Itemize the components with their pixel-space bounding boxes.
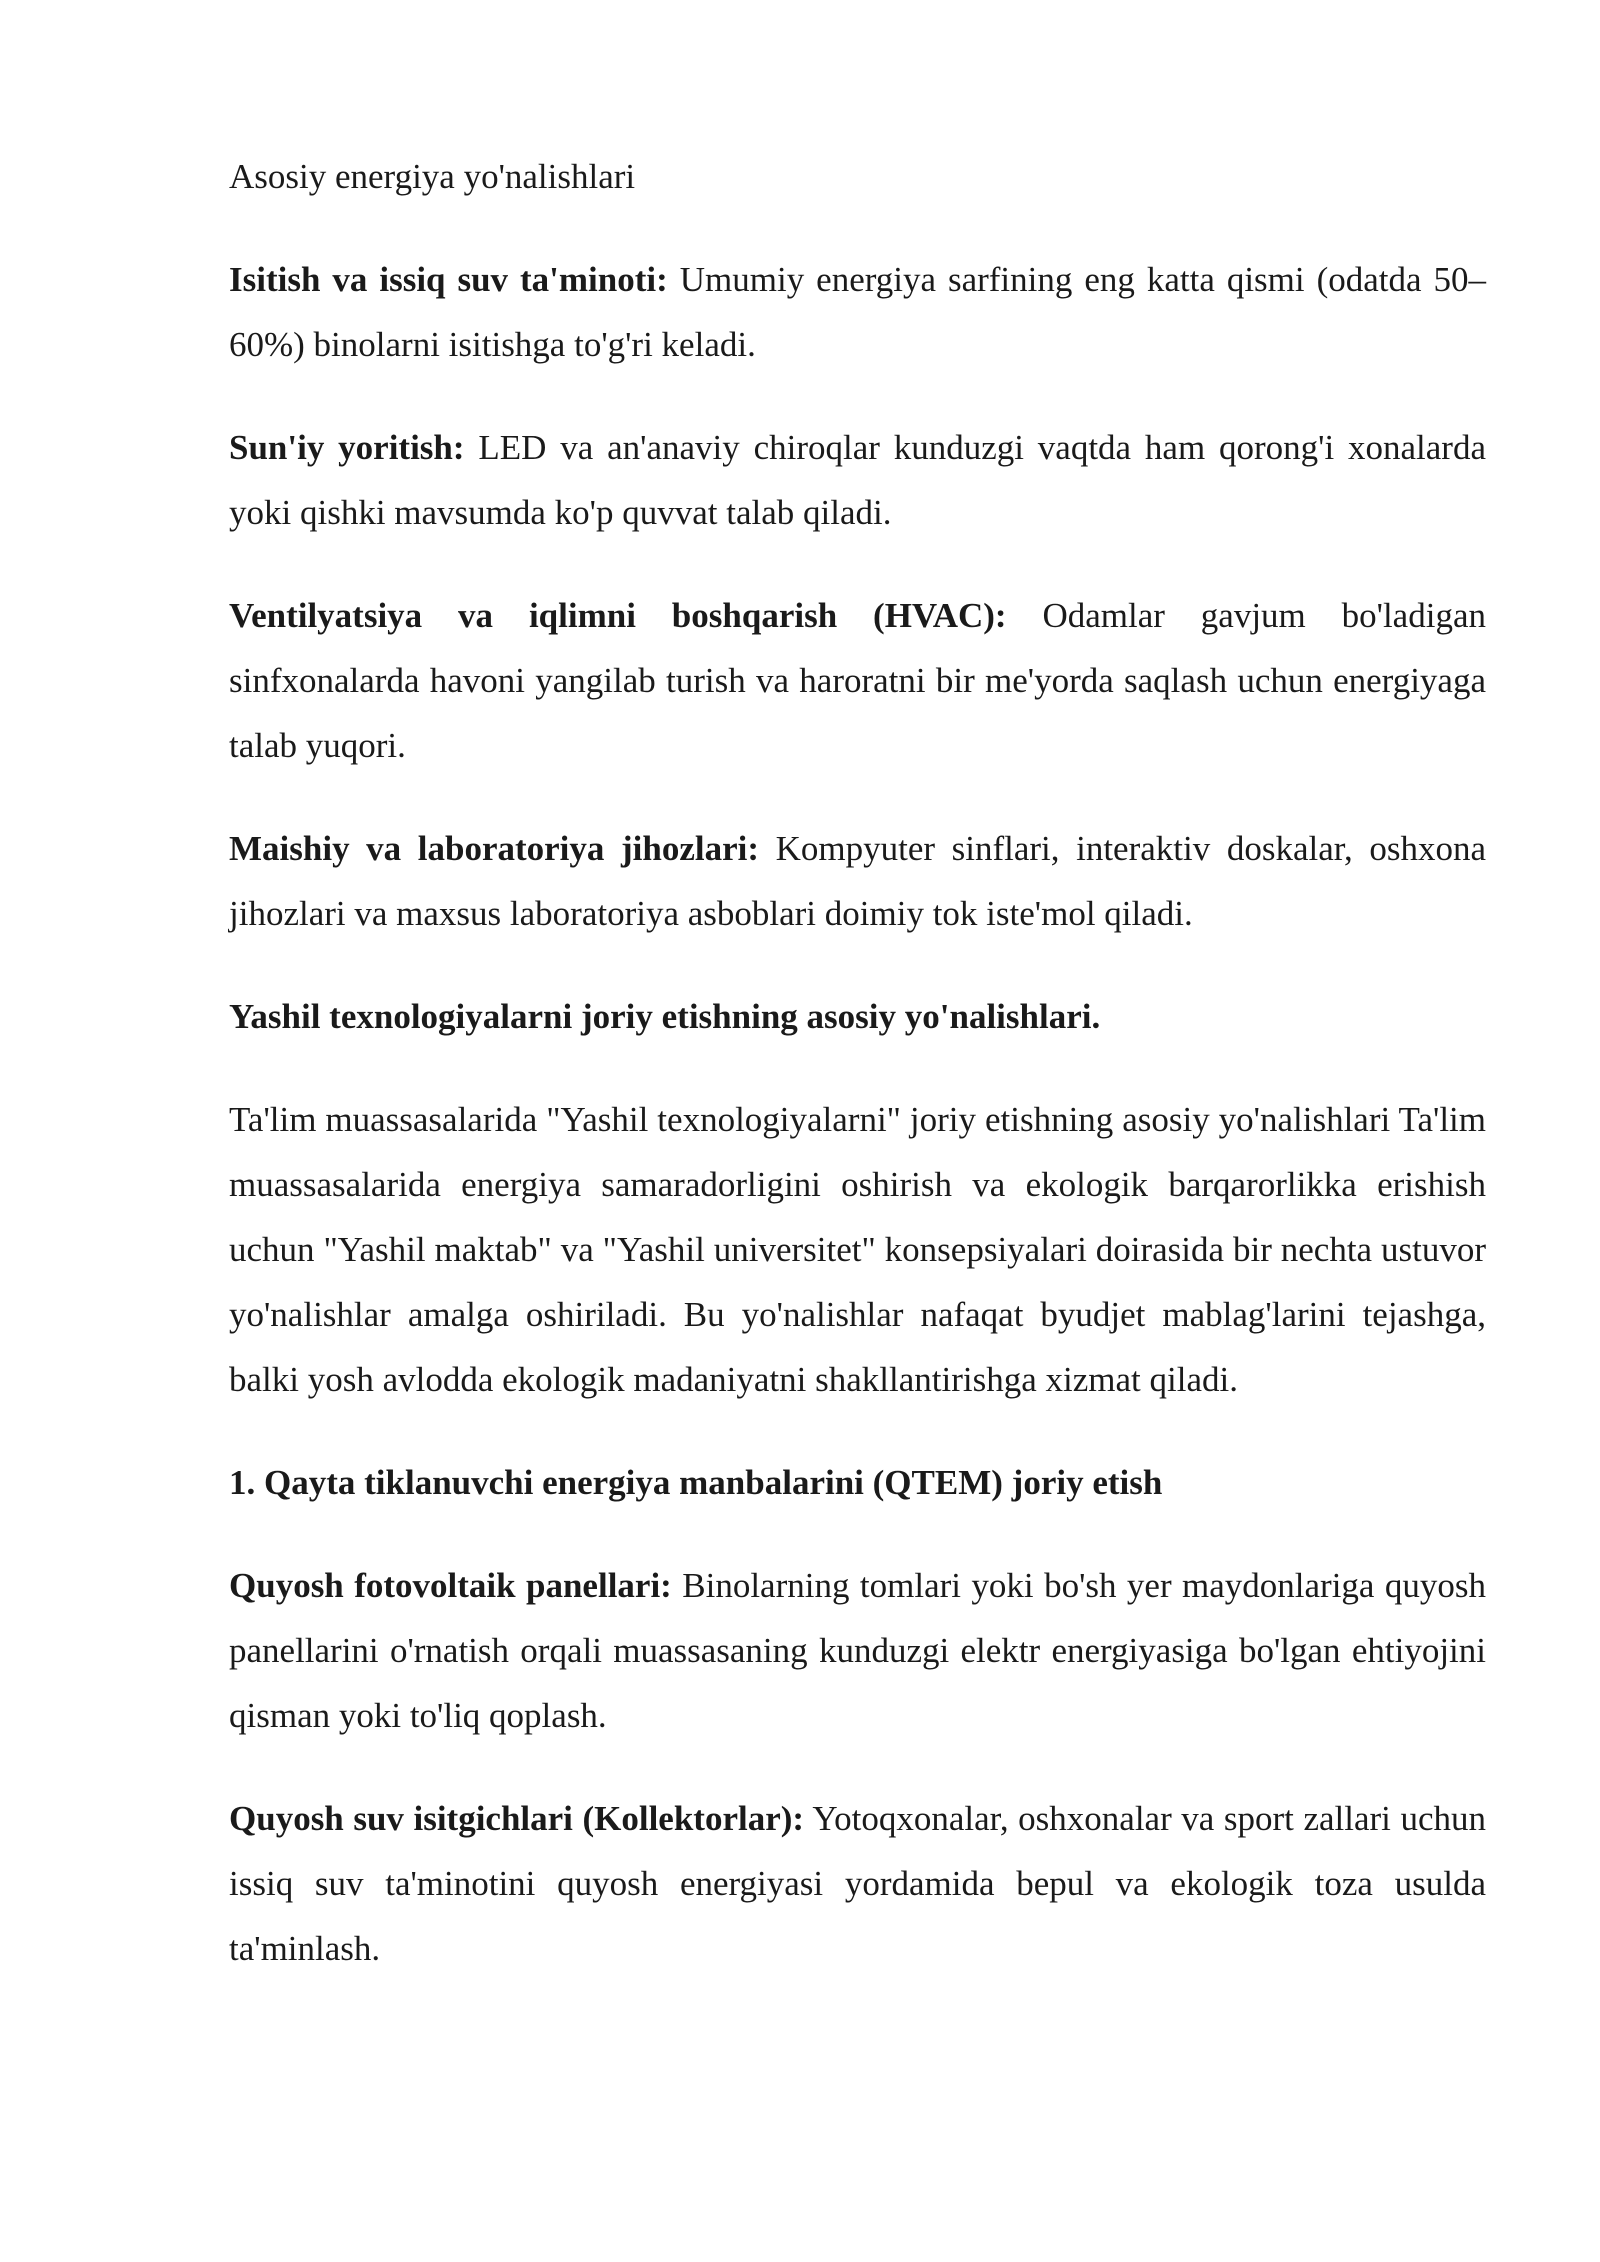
paragraph-label: Sun'iy yoritish: <box>229 428 465 467</box>
paragraph-text: Umumiy energiya sarfining eng katta qismi (odatda 50–60%) binolarni isitishga to'g'ri keladi. <box>229 260 1486 364</box>
item-solar-collectors <box>229 1786 1486 1981</box>
paragraph-text: Kompyuter sinflari, interaktiv doskalar, oshxona jihozlari va maxsus laboratoriya asboblari doimiy tok iste'mol qiladi. <box>229 829 1486 933</box>
paragraph-lighting <box>229 415 1486 545</box>
section-heading: Yashil texnologiyalarni joriy etishning asosiy yo'nalishlari. <box>229 997 1101 1036</box>
item-label: Quyosh fotovoltaik panellari: <box>229 1566 672 1605</box>
item-label: Quyosh suv isitgichlari (Kollektorlar): <box>229 1799 805 1838</box>
intro-paragraph <box>229 1087 1486 1412</box>
subheading: 1. Qayta tiklanuvchi energiya manbalarini (QTEM) joriy etish <box>229 1463 1163 1502</box>
paragraph-label: Maishiy va laboratoriya jihozlari: <box>229 829 760 868</box>
paragraph-text: Odamlar gavjum bo'ladigan sinfxonalarda havoni yangilab turish va haroratni bir me'yorda saqlash uchun energiyaga talab yuqori. <box>229 596 1486 765</box>
document-title: Asosiy energiya yo'nalishlari <box>229 157 636 196</box>
paragraph-text: LED va an'anaviy chiroqlar kunduzgi vaqtda ham qorong'i xonalarda yoki qishki mavsumda ko'p quvvat talab qiladi. <box>229 428 1486 532</box>
item-text: Binolarning tomlari yoki bo'sh yer maydonlariga quyosh panellarini o'rnatish orqali muassasaning kunduzgi elektr energiyasiga bo'lgan ehtiyojini qisman yoki to'liq qoplash. <box>229 1566 1487 1735</box>
paragraph-label: Ventilyatsiya va iqlimni boshqarish (HVAC): <box>229 596 1007 635</box>
intro-text: Ta'lim muassasalarida energiya samaradorligini oshirish va ekologik barqarorlikka erishish uchun "Yashil maktab" va "Yashil universitet" konsepsiyalari doirasida bir nechta ustuvor yo'nalishlar amalga oshiriladi. Bu yo'nalishlar nafaqat byudjet mablag'larini tejashga, balki yosh avlodda ekologik madaniyatni shakllantirishga xizmat qiladi. <box>229 1100 1486 1399</box>
item-text: Yotoqxonalar, oshxonalar va sport zallari uchun issiq suv ta'minotini quyosh energiyasi yordamida bepul va ekologik toza usulda ta'minlash. <box>229 1799 1486 1968</box>
paragraph-hvac <box>229 583 1486 778</box>
item-solar-panels <box>229 1553 1486 1748</box>
paragraph-label: Isitish va issiq suv ta'minoti: <box>229 260 668 299</box>
paragraph-appliances <box>229 816 1486 946</box>
paragraph-heating <box>229 247 1486 377</box>
intro-line: Ta'lim muassasalarida "Yashil texnologiyalarni" joriy etishning asosiy yo'nalishlari <box>229 1100 1391 1139</box>
